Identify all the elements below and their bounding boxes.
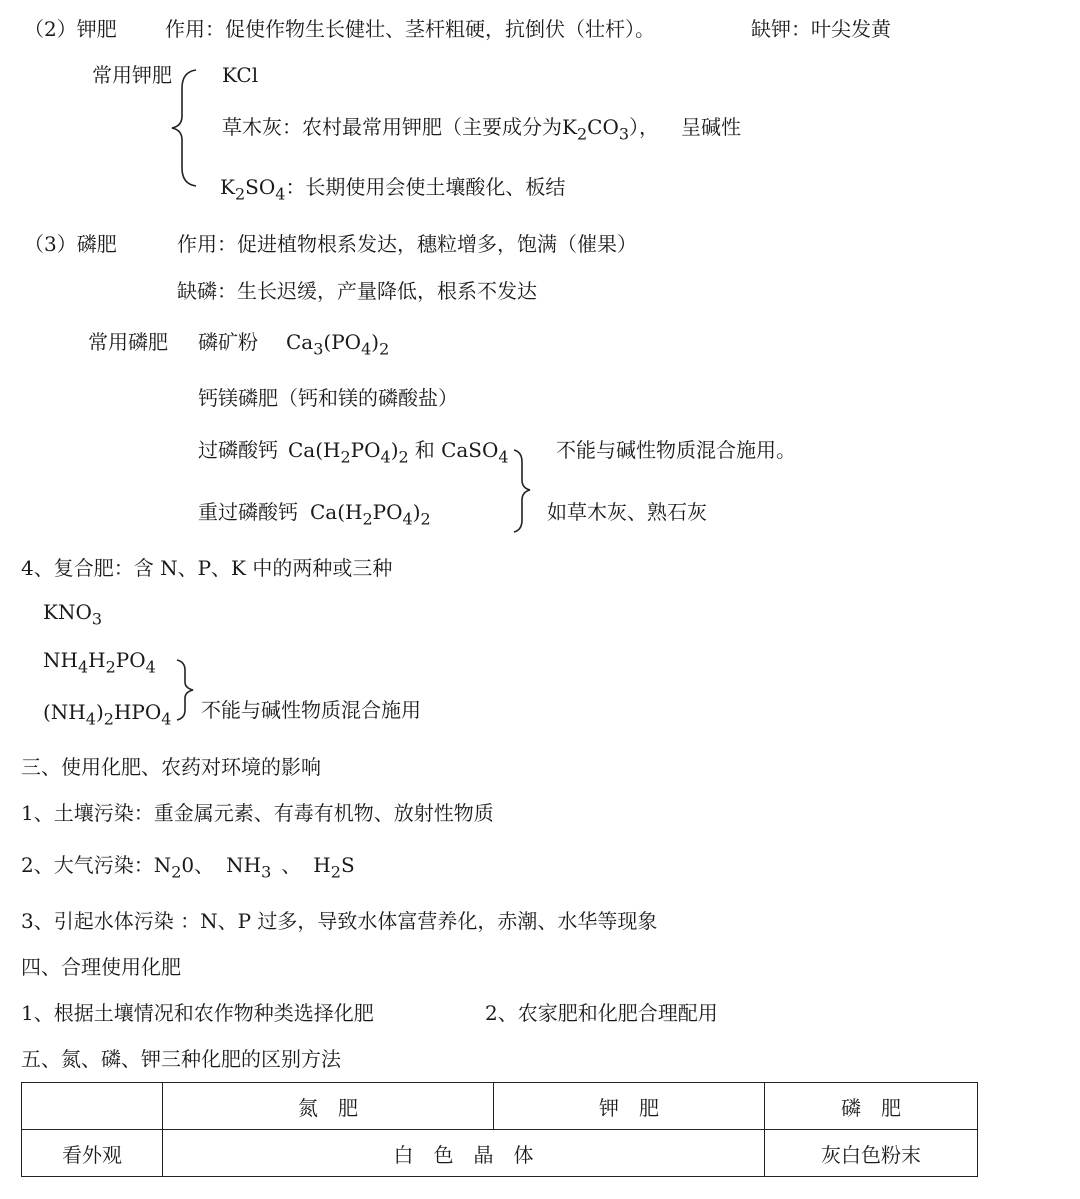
table-cell: 白 色 晶 体 [163,1130,765,1177]
table-header-row [22,1083,978,1130]
compound-dap: $(NH_4)_2HPO_4$ [43,700,172,729]
table-header-cell: 磷 肥 [765,1083,978,1130]
compound-note: 不能与碱性物质混合施用 [201,698,421,722]
p-lack: 缺磷：生长迟缓，产量降低，根系不发达 [177,279,537,303]
k-brace-icon [168,68,198,188]
table-row [22,1130,978,1177]
table-row-label: 看外观 [22,1130,163,1177]
compound-brace-icon [175,658,199,722]
k-heading: （2）钾肥 [24,17,117,41]
diff-heading: 五、氮、磷、钾三种化肥的区别方法 [21,1047,341,1071]
p-common-label: 常用磷肥 [88,330,168,354]
k-ash: 草木灰：农村最常用钾肥（主要成分为$K_2CO_3$）， 呈碱性 [222,115,742,144]
use-heading: 四、合理使用化肥 [21,955,181,979]
p-rock-formula: $Ca_3(PO_4)_2$ [286,330,390,359]
env-air: 2、大气污染：$N_20$、 $NH_3$ 、 $H_2S$ [21,853,355,882]
k-common-label: 常用钾肥 [92,63,172,87]
k-kcl: KCl [222,63,259,87]
p-tsp: 重过磷酸钙 $Ca(H_2PO_4)_2$ [198,500,431,529]
table-header-cell: 氮 肥 [163,1083,494,1130]
p-camg: 钙镁磷肥（钙和镁的磷酸盐） [198,386,458,410]
compound-kno3: $KNO_3$ [43,600,103,629]
p-note1: 不能与碱性物质混合施用。 [556,438,796,462]
p-rock-label: 磷矿粉 [198,330,258,354]
table-cell: 灰白色粉末 [765,1130,978,1177]
k-k2so4: $K_2SO_4$：长期使用会使土壤酸化、板结 [220,175,566,204]
diff-table [21,1082,978,1177]
env-soil: 1、土壤污染：重金属元素、有毒有机物、放射性物质 [21,801,494,825]
table-header-cell [22,1083,163,1130]
compound-heading: 4、复合肥：含 N、P、K 中的两种或三种 [21,556,393,580]
k-lack: 缺钾：叶尖发黄 [751,17,891,41]
p-effect: 作用：促进植物根系发达，穗粒增多，饱满（催果） [177,232,637,256]
compound-map: $NH_4H_2PO_4$ [43,648,156,677]
p-heading: （3）磷肥 [24,232,117,256]
env-water: 3、引起水体污染 ：N、P 过多，导致水体富营养化，赤潮、水华等现象 [21,909,658,933]
use-item1: 1、根据土壤情况和农作物种类选择化肥 [21,1001,374,1025]
p-brace-icon [512,448,534,534]
p-note2: 如草木灰、熟石灰 [547,500,707,524]
p-super: 过磷酸钙 $Ca(H_2PO_4)_2$ 和 CaSO$_4$ [198,438,509,467]
env-heading: 三、使用化肥、农药对环境的影响 [21,755,321,779]
use-item2: 2、农家肥和化肥合理配用 [485,1001,718,1025]
k-effect: 作用：促使作物生长健壮、茎杆粗硬，抗倒伏（壮杆）。 [165,17,655,41]
table-header-cell: 钾 肥 [494,1083,765,1130]
